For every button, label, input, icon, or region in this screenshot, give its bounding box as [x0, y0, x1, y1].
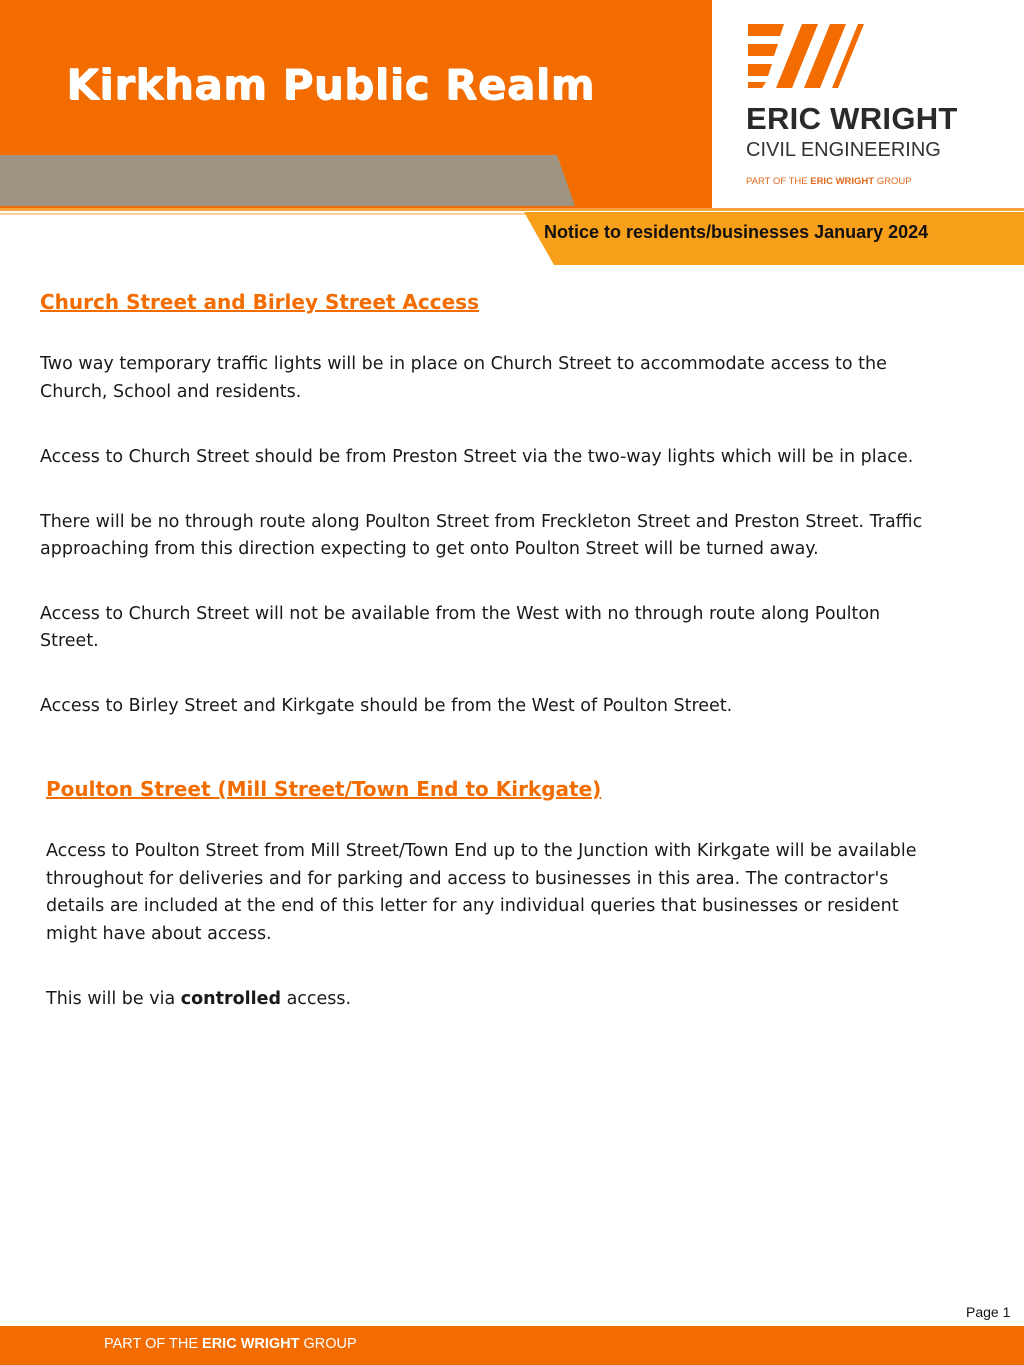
- paragraph: Access to Church Street should be from Preston Street via the two-way lights which will be in place.: [40, 447, 914, 467]
- paragraph: There will be no through route along Poulton Street from Freckleton Street and Preston Street. Traffic approaching from this direction expecting to get onto Poulton Street will be turned away.: [40, 511, 923, 559]
- paragraph: Access to Church Street will not be available from the West with no through route along Poulton Street.: [40, 603, 881, 651]
- notice-label: Notice to residents/businesses January 2024: [544, 222, 929, 242]
- logo-group-note: PART OF THE ERIC WRIGHT GROUP: [746, 176, 912, 187]
- paragraph-controlled-access: This will be via controlled access.: [46, 989, 352, 1009]
- logo-name: ERIC WRIGHT: [746, 101, 958, 136]
- header-grey-band: [0, 155, 575, 206]
- section-heading-poulton-street: Poulton Street (Mill Street/Town End to Kirkgate): [46, 777, 602, 801]
- paragraph: Access to Birley Street and Kirkgate should be from the West of Poulton Street.: [40, 695, 733, 716]
- header-divider: [0, 208, 1024, 211]
- section-poulton-street: [46, 777, 940, 1014]
- section-heading-church-street: Church Street and Birley Street Access: [40, 290, 479, 314]
- page-number: Page 1: [966, 1304, 1011, 1320]
- logo-division: CIVIL ENGINEERING: [746, 139, 941, 161]
- paragraph: Two way temporary traffic lights will be in place on Church Street to accommodate access to the Church, School and residents.: [40, 354, 887, 402]
- page-title: Kirkham Public Realm: [66, 60, 595, 109]
- footer-group-note: PART OF THE ERIC WRIGHT GROUP: [104, 1336, 357, 1352]
- paragraph: Access to Poulton Street from Mill Street/Town End up to the Junction with Kirkgate will be available throughout for deliveries and for parking and access to businesses in this area. The contractor's details are included at the end of this letter for any individual queries that businesses or resident might have about access.: [46, 841, 917, 944]
- notice-body: [40, 290, 940, 1014]
- header-divider-light: [0, 213, 560, 215]
